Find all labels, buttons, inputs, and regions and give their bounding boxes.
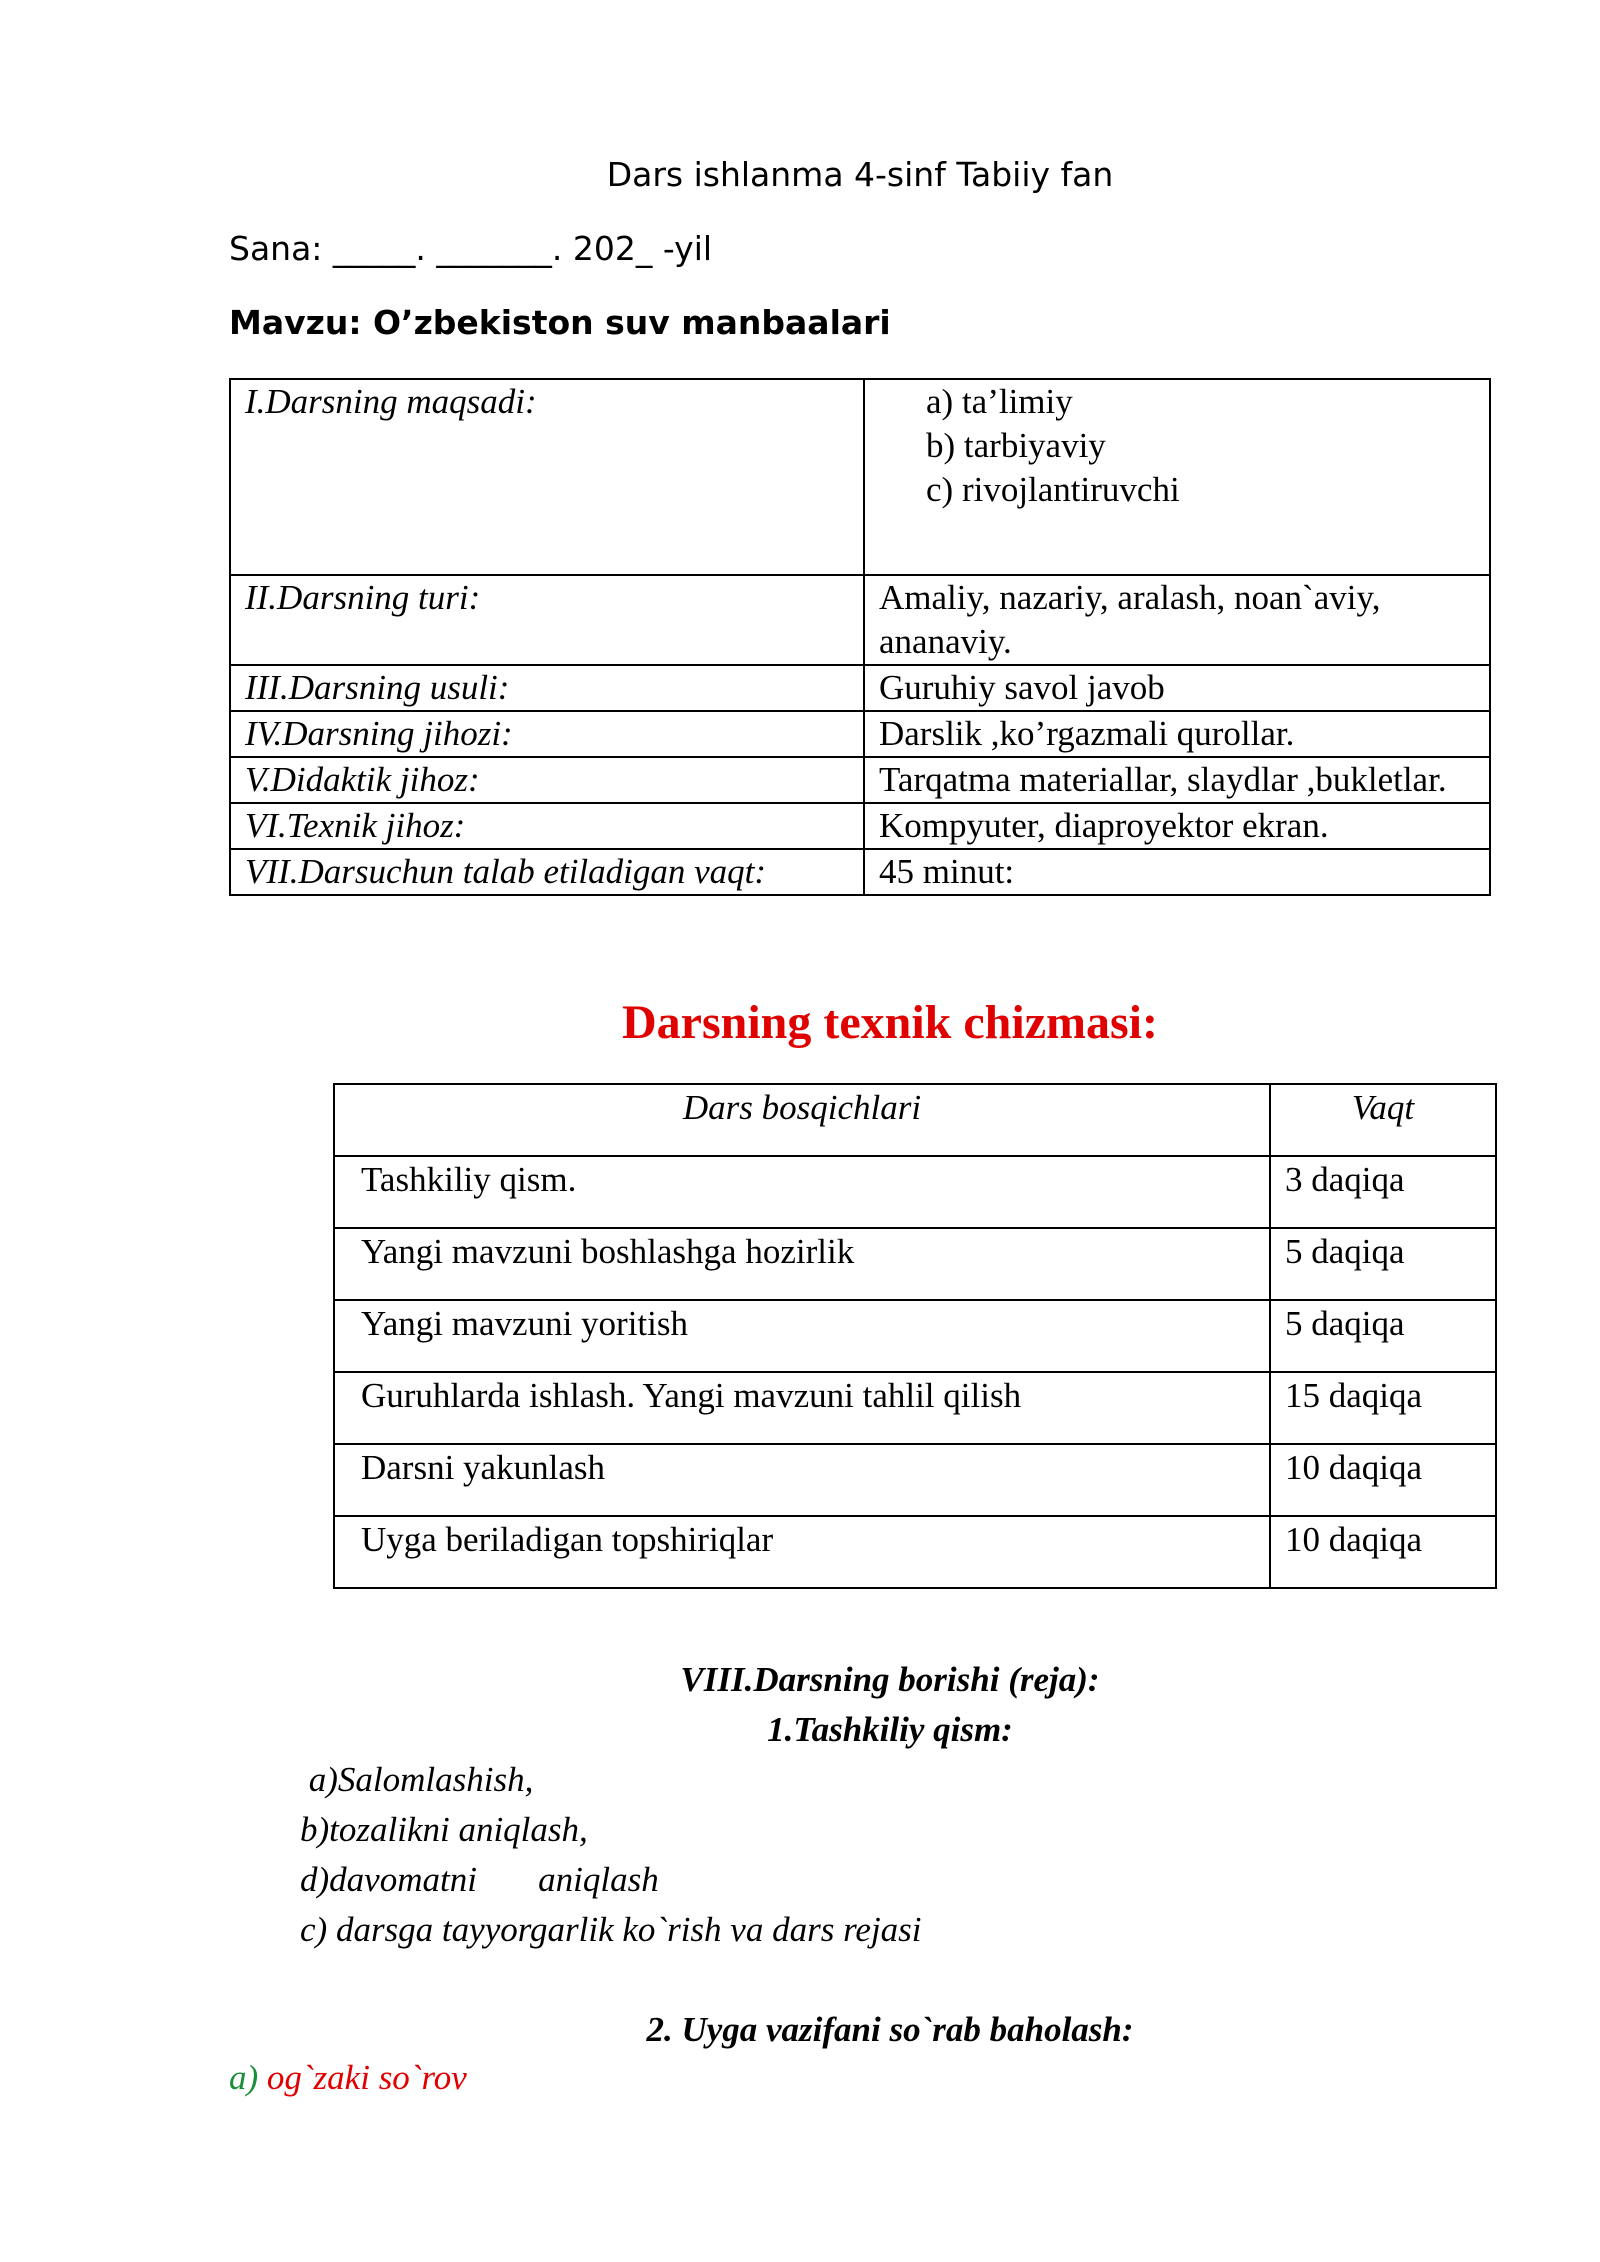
plan-item: d)davomatni aniqlash <box>300 1860 659 1899</box>
stage-row <box>334 1372 1496 1444</box>
stage-time: 10 daqiqa <box>1270 1516 1496 1588</box>
item-text: og`zaki so`rov <box>258 2058 467 2097</box>
homework-check-heading: 2. Uyga vazifani so`rab baholash: <box>646 2010 1134 2049</box>
stage-name: Darsni yakunlash <box>334 1444 1270 1516</box>
info-row <box>230 711 1490 757</box>
info-row <box>230 665 1490 711</box>
info-label: VI.Texnik jihoz: <box>230 803 864 849</box>
info-value: Tarqatma materiallar, slaydlar ,bukletlar. <box>864 757 1490 803</box>
info-value: 45 minut: <box>864 849 1490 895</box>
item-marker: a) <box>229 2058 259 2097</box>
stage-time: 10 daqiqa <box>1270 1444 1496 1516</box>
stage-time: 15 daqiqa <box>1270 1372 1496 1444</box>
stages-header-row <box>334 1084 1496 1156</box>
info-label: I.Darsning maqsadi: <box>230 379 864 575</box>
stage-time: 5 daqiqa <box>1270 1228 1496 1300</box>
stage-time: 5 daqiqa <box>1270 1300 1496 1372</box>
stage-row <box>334 1444 1496 1516</box>
stage-row <box>334 1228 1496 1300</box>
info-row <box>230 757 1490 803</box>
stage-name: Yangi mavzuni yoritish <box>334 1300 1270 1372</box>
technical-chart-heading: Darsning texnik chizmasi: <box>621 996 1158 1049</box>
info-value: Darslik ,ko’rgazmali qurollar. <box>864 711 1490 757</box>
info-row-aims <box>230 379 1490 575</box>
stages-header-time: Vaqt <box>1270 1084 1496 1156</box>
info-value: Amaliy, nazariy, aralash, noan`aviy, ananaviy. <box>864 575 1490 665</box>
organizational-part-heading: 1.Tashkiliy qism: <box>767 1710 1013 1749</box>
stage-row <box>334 1156 1496 1228</box>
info-value: Guruhiy savol javob <box>864 665 1490 711</box>
stages-header-name: Dars bosqichlari <box>334 1084 1270 1156</box>
info-label: V.Didaktik jihoz: <box>230 757 864 803</box>
document-title: Dars ishlanma 4-sinf Tabiiy fan <box>606 155 1114 194</box>
stage-name: Uyga beriladigan topshiriqlar <box>334 1516 1270 1588</box>
info-label: VII.Darsuchun talab etiladigan vaqt: <box>230 849 864 895</box>
stage-name: Guruhlarda ishlash. Yangi mavzuni tahlil qilish <box>334 1372 1270 1444</box>
aim-item: b) tarbiyaviy <box>926 426 1106 465</box>
date-line: Sana: _____. _______. 202_ -yil <box>229 229 713 268</box>
stage-name: Yangi mavzuni boshlashga hozirlik <box>334 1228 1270 1300</box>
info-label: IV.Darsning jihozi: <box>230 711 864 757</box>
plan-item: c) darsga tayyorgarlik ko`rish va dars rejasi <box>300 1910 922 1949</box>
plan-item: b)tozalikni aniqlash, <box>300 1810 588 1849</box>
aim-item: c) rivojlantiruvchi <box>926 470 1180 509</box>
lesson-info-table <box>229 378 1491 896</box>
info-row <box>230 803 1490 849</box>
info-row <box>230 575 1490 665</box>
stage-row <box>334 1300 1496 1372</box>
lesson-stages-table <box>333 1083 1497 1589</box>
aim-item: a) ta’limiy <box>926 382 1073 421</box>
stage-name: Tashkiliy qism. <box>334 1156 1270 1228</box>
stage-row <box>334 1516 1496 1588</box>
oral-survey-item <box>229 2058 467 2098</box>
stage-time: 3 daqiqa <box>1270 1156 1496 1228</box>
info-label: III.Darsning usuli: <box>230 665 864 711</box>
plan-item: a)Salomlashish, <box>300 1760 534 1799</box>
aims-list <box>879 380 1475 512</box>
info-label: II.Darsning turi: <box>230 575 864 665</box>
topic-line: Mavzu: O’zbekiston suv manbaalari <box>229 303 891 342</box>
info-row <box>230 849 1490 895</box>
info-value: Kompyuter, diaproyektor ekran. <box>864 803 1490 849</box>
lesson-plan-heading: VIII.Darsning borishi (reja): <box>680 1660 1100 1699</box>
info-value-aims <box>864 379 1490 575</box>
